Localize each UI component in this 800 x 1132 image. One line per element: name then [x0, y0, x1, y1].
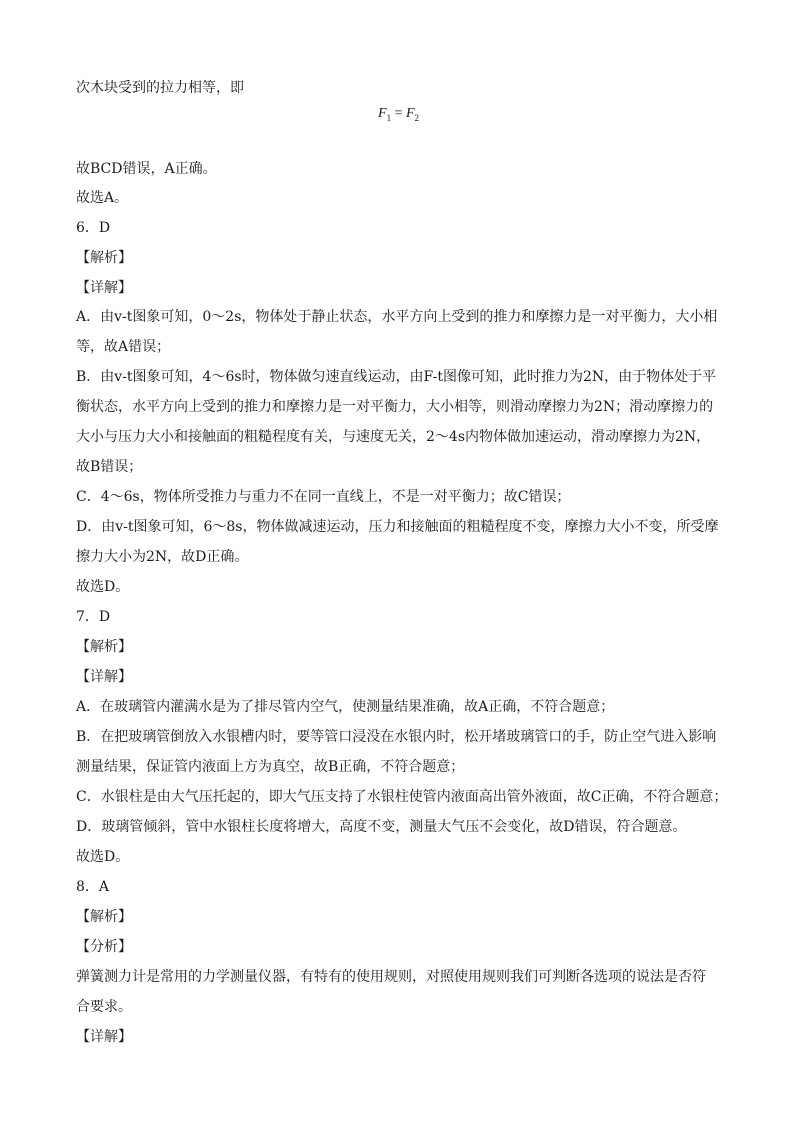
text-line: 大小与压力大小和接触面的粗糙程度有关，与速度无关，2～4s内物体做加速运动，滑动摩擦力为2N，	[76, 429, 711, 445]
text-line: C．水银柱是由大气压托起的，即大气压支持了水银柱使管内液面高出管外液面，故C正确，不符合题意；	[76, 789, 728, 805]
text-line: 测量结果，保证管内液面上方为真空，故B正确，不符合题意；	[76, 759, 465, 775]
text-line: 故BCD错误，A正确。	[76, 161, 217, 177]
equation-f1-equals-f2	[378, 106, 419, 123]
section-heading: 【解析】	[76, 250, 132, 266]
section-heading: 【解析】	[76, 639, 132, 655]
force-symbol: F	[378, 106, 387, 121]
question-number: 7．D	[76, 609, 111, 625]
question-number: 6．D	[76, 220, 111, 236]
section-heading: 【分析】	[76, 939, 132, 955]
subscript: 2	[414, 112, 420, 123]
equals-sign: =	[394, 106, 403, 121]
text-line: A．在玻璃管内灌满水是为了排尽管内空气，使测量结果准确，故A正确，不符合题意；	[76, 699, 615, 715]
subscript: 1	[386, 112, 392, 123]
force-symbol: F	[405, 106, 415, 121]
text-line: D．由v-t图象可知，6～8s，物体做减速运动，压力和接触面的粗糙程度不变，摩擦力大小不变，所受摩	[76, 519, 719, 535]
text-line: 擦力大小为2N，故D正确。	[76, 549, 249, 565]
text-line: 故选D。	[76, 579, 130, 595]
text-line: 等，故A错误；	[76, 339, 171, 355]
question-number: 8．A	[76, 879, 110, 895]
text-line: A．由v-t图象可知，0～2s，物体处于静止状态，水平方向上受到的推力和摩擦力是一对平衡力，大小相	[76, 309, 718, 325]
section-heading: 【详解】	[76, 1029, 132, 1045]
text-line: 故B错误；	[76, 459, 143, 475]
text-line: 弹簧测力计是常用的力学测量仪器，有特有的使用规则，对照使用规则我们可判断各选项的说法是否符	[76, 969, 706, 985]
section-heading: 【解析】	[76, 909, 132, 925]
section-heading: 【详解】	[76, 669, 132, 685]
text-line: D．玻璃管倾斜，管中水银柱长度将增大，高度不变，测量大气压不会变化，故D错误，符合题意。	[76, 819, 687, 835]
text-line: B．由v-t图象可知，4～6s时，物体做匀速直线运动，由F-t图像可知，此时推力为2N，由于物体处于平	[76, 369, 717, 385]
text-line: B．在把玻璃管倒放入水银槽内时，要等管口浸没在水银内时，松开堵玻璃管口的手，防止空气进入影响	[76, 729, 717, 745]
text-line: 衡状态，水平方向上受到的推力和摩擦力是一对平衡力，大小相等，则滑动摩擦力为2N；滑动摩擦力的	[76, 399, 714, 415]
text-line: 合要求。	[76, 999, 132, 1015]
text-line: 次木块受到的拉力相等，即	[76, 80, 244, 96]
text-line: 故选D。	[76, 849, 130, 865]
text-line: C．4～6s，物体所受推力与重力不在同一直线上，不是一对平衡力；故C错误；	[76, 489, 571, 505]
section-heading: 【详解】	[76, 280, 132, 296]
text-line: 故选A。	[76, 190, 129, 206]
